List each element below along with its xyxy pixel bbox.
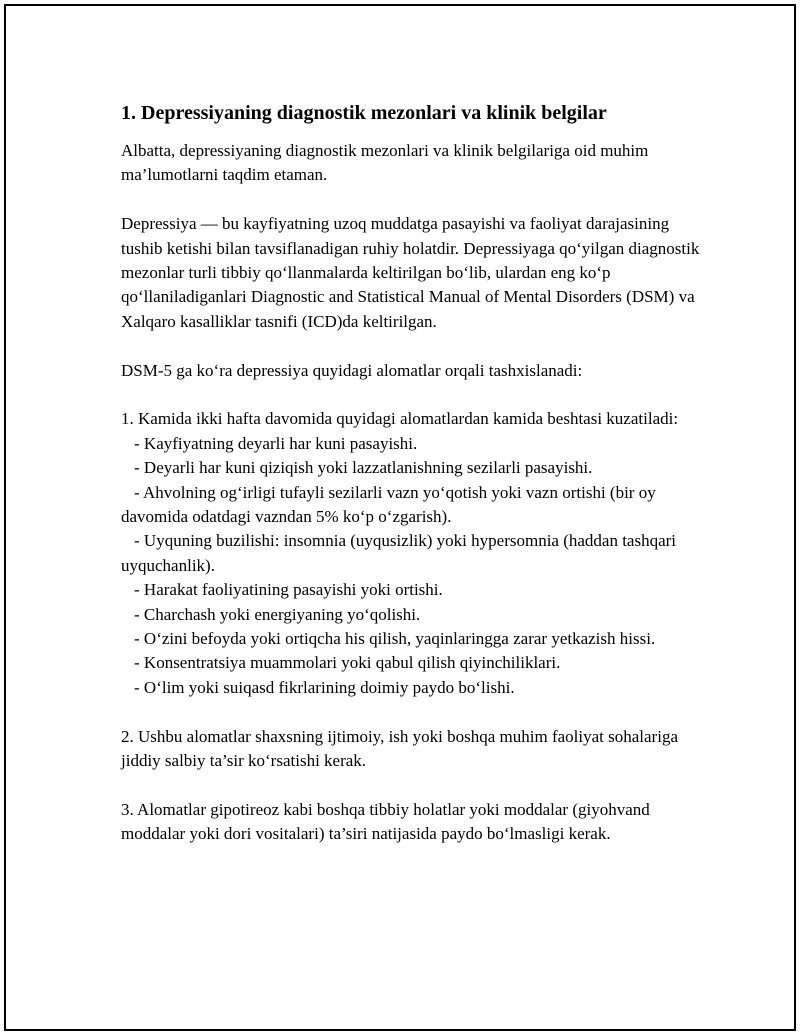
document-title: 1. Depressiyaning diagnostik mezonlari va klinik belgilar (121, 102, 607, 124)
symptom-item: - Charchash yoki energiyaning yo‘qolishi. (134, 604, 421, 624)
dsm-intro-paragraph: DSM-5 ga ko‘ra depressiya quyidagi alomatlar orqali tashxislanadi: (121, 360, 583, 380)
criterion-2: 2. Ushbu alomatlar shaxsning ijtimoiy, ish yoki boshqa muhim faoliyat sohalariga jiddiy salbiy ta’sir ko‘rsatishi kerak. (121, 726, 678, 771)
symptom-item: - Konsentratsiya muammolari yoki qabul qilish qiyinchiliklari. (134, 653, 561, 673)
criterion-3: 3. Alomatlar gipotireoz kabi boshqa tibbiy holatlar yoki moddalar (giyohvand moddalar yoki dori vositalari) ta’siri natijasida paydo bo‘lmasligi kerak. (121, 799, 650, 844)
document-body (121, 100, 701, 847)
page-frame (4, 4, 796, 1031)
criterion-1: 1. Kamida ikki hafta davomida quyidagi alomatlardan kamida beshtasi kuzatiladi: (121, 409, 679, 429)
symptom-item: - Deyarli har kuni qiziqish yoki lazzatlanishning sezilarli pasayishi. (134, 458, 593, 478)
paragraph-gap (121, 383, 701, 407)
symptom-item: - Harakat faoliyatining pasayishi yoki ortishi. (134, 580, 443, 600)
paragraph-gap (121, 188, 701, 212)
intro-paragraph: Albatta, depressiyaning diagnostik mezonlari va klinik belgilariga oid muhim ma’lumotlarni taqdim etaman. (121, 141, 649, 185)
symptom-list (121, 432, 701, 700)
definition-paragraph: Depressiya — bu kayfiyatning uzoq muddatga pasayishi va faoliyat darajasining tushib ketishi bilan tavsiflanadigan ruhiy holatdir. Depressiyaga qo‘yilgan diagnostik mezonlar turli tibbiy qo‘llanmalarda keltirilgan bo‘lib, ulardan eng ko‘p qo‘llaniladiganlari Diagnostic and Statistical Manual of Mental Disorders (DSM) va Xalqaro kasalliklar tasnifi (ICD)da keltirilgan. (121, 214, 700, 331)
paragraph-gap (121, 774, 701, 798)
symptom-item: - Kayfiyatning deyarli har kuni pasayishi. (134, 433, 418, 453)
paragraph-gap (121, 700, 701, 724)
symptom-item: - Uyquning buzilishi: insomnia (uyqusizlik) yoki hypersomnia (haddan tashqari uyquchanlik). (121, 531, 677, 575)
symptom-item: - O‘lim yoki suiqasd fikrlarining doimiy paydo bo‘lishi. (134, 677, 515, 697)
symptom-item: - O‘zini befoyda yoki ortiqcha his qilish, yaqinlaringga zarar yetkazish hissi. (134, 629, 656, 649)
symptom-item: - Ahvolning og‘irligi tufayli sezilarli vazn yo‘qotish yoki vazn ortishi (bir oy davomida odatdagi vazndan 5% ko‘p o‘zgarish). (121, 482, 656, 527)
paragraph-gap (121, 334, 701, 358)
